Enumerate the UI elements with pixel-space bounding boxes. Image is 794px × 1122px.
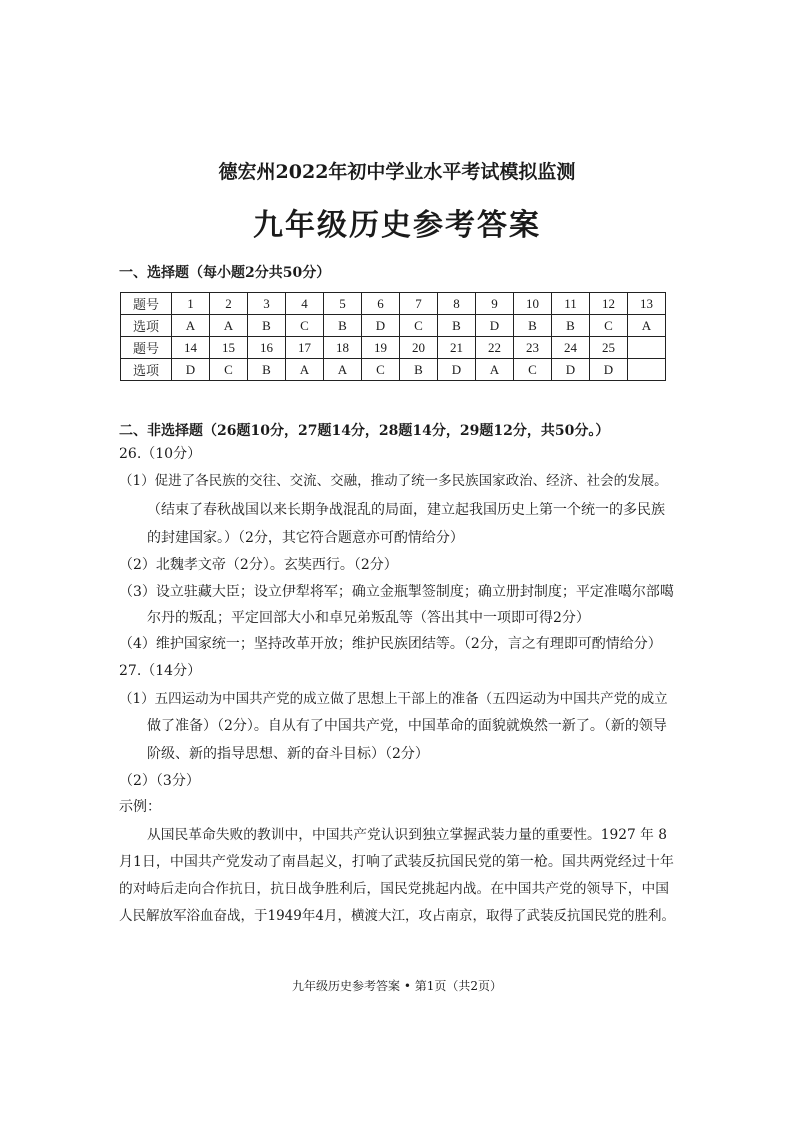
table-cell: 20 (400, 337, 438, 359)
q26-answer-line: 的封建国家。）（2分，其它符合题意亦可酌情给分） (147, 530, 464, 546)
q27-answer-line: （2）（3分） (119, 773, 200, 789)
table-cell: 11 (552, 293, 590, 315)
table-cell: A (628, 315, 666, 337)
row-label: 选项 (121, 359, 172, 381)
table-cell: B (438, 315, 476, 337)
page-footer: 九年级历史参考答案 • 第1页（共2页） (292, 979, 502, 993)
table-cell: D (590, 359, 628, 381)
table-cell: 10 (514, 293, 552, 315)
q26-answer-line: （1）促进了各民族的交往、交流、交融，推动了统一多民族国家政治、经济、社会的发展。 (119, 473, 668, 489)
table-cell: 25 (590, 337, 628, 359)
table-cell: 15 (210, 337, 248, 359)
table-cell: 8 (438, 293, 476, 315)
section1-heading: 一、选择题（每小题2分共50分） (119, 265, 331, 281)
q26-answer-line: （结束了春秋战国以来长期争战混乱的局面，建立起我国历史上第一个统一的多民族 (147, 502, 665, 518)
q26-answer-line: 尔丹的叛乱；平定回部大小和卓兄弟叛乱等（答出其中一项即可得2分） (147, 610, 590, 626)
table-cell: 2 (210, 293, 248, 315)
q27-answer-line: 做了准备）（2分）。自从有了中国共产党，中国革命的面貌就焕然一新了。（新的领导 (147, 718, 667, 734)
table-cell: C (514, 359, 552, 381)
table-cell: 23 (514, 337, 552, 359)
table-cell: 18 (324, 337, 362, 359)
table-cell: B (552, 315, 590, 337)
table-row (121, 315, 666, 337)
table-cell (628, 337, 666, 359)
table-cell: 13 (628, 293, 666, 315)
q26-answer-line: （4）维护国家统一；坚持改革开放；维护民族团结等。（2分，言之有理即可酌情给分） (119, 636, 662, 652)
table-cell: 1 (172, 293, 210, 315)
table-cell: B (248, 359, 286, 381)
table-cell: 9 (476, 293, 514, 315)
table-cell: A (476, 359, 514, 381)
table-cell: 24 (552, 337, 590, 359)
q27-paragraph-line: 从国民革命失败的教训中，中国共产党认识到独立掌握武装力量的重要性。1927 年 8 (147, 827, 667, 843)
table-cell: C (362, 359, 400, 381)
table-cell: D (476, 315, 514, 337)
table-cell: 4 (286, 293, 324, 315)
row-label: 选项 (121, 315, 172, 337)
table-row (121, 359, 666, 381)
section2-heading: 二、非选择题（26题10分，27题14分，28题14分，29题12分，共50分。） (119, 423, 610, 439)
table-cell: 16 (248, 337, 286, 359)
answer-table (120, 292, 666, 381)
table-cell: A (324, 359, 362, 381)
table-cell: 19 (362, 337, 400, 359)
table-cell: 14 (172, 337, 210, 359)
table-cell: 6 (362, 293, 400, 315)
table-cell: C (400, 315, 438, 337)
table-row (121, 293, 666, 315)
table-cell: 5 (324, 293, 362, 315)
table-cell: D (438, 359, 476, 381)
q27-example-label: 示例： (119, 799, 161, 815)
q27-paragraph-line: 月1日，中国共产党发动了南昌起义，打响了武装反抗国民党的第一枪。国共两党经过十年 (119, 854, 674, 870)
table-cell: B (400, 359, 438, 381)
question-27-heading: 27.（14分） (119, 663, 202, 679)
table-cell: B (324, 315, 362, 337)
table-cell: 21 (438, 337, 476, 359)
table-cell: A (172, 315, 210, 337)
table-cell: A (286, 359, 324, 381)
table-cell: 3 (248, 293, 286, 315)
table-cell: A (210, 315, 248, 337)
table-cell: D (362, 315, 400, 337)
q26-answer-line: （2）北魏孝文帝（2分）。玄奘西行。（2分） (119, 557, 398, 573)
table-cell: C (286, 315, 324, 337)
table-cell: D (172, 359, 210, 381)
question-26-heading: 26.（10分） (119, 446, 202, 462)
document-title: 德宏州2022年初中学业水平考试模拟监测 (218, 161, 576, 183)
table-cell: B (248, 315, 286, 337)
table-cell: 17 (286, 337, 324, 359)
q27-paragraph-line: 人民解放军浴血奋战，于1949年4月，横渡大江，攻占南京，取得了武装反抗国民党的胜利。 (119, 908, 675, 924)
table-cell: C (210, 359, 248, 381)
q27-paragraph-line: 的对峙后走向合作抗日，抗日战争胜利后，国民党挑起内战。在中国共产党的领导下，中国 (119, 881, 670, 897)
document-subtitle: 九年级历史参考答案 (253, 208, 541, 243)
table-cell (628, 359, 666, 381)
q27-answer-line: 阶级、新的指导思想、新的奋斗目标）（2分） (147, 746, 429, 762)
table-cell: 7 (400, 293, 438, 315)
table-cell: B (514, 315, 552, 337)
row-label: 题号 (121, 293, 172, 315)
q26-answer-line: （3）设立驻藏大臣；设立伊犁将军；确立金瓶掣签制度；确立册封制度；平定准噶尔部噶 (119, 584, 674, 600)
table-cell: 12 (590, 293, 628, 315)
table-cell: D (552, 359, 590, 381)
table-row (121, 337, 666, 359)
table-cell: C (590, 315, 628, 337)
row-label: 题号 (121, 337, 172, 359)
q27-answer-line: （1）五四运动为中国共产党的成立做了思想上干部上的准备（五四运动为中国共产党的成立 (119, 691, 668, 707)
table-cell: 22 (476, 337, 514, 359)
